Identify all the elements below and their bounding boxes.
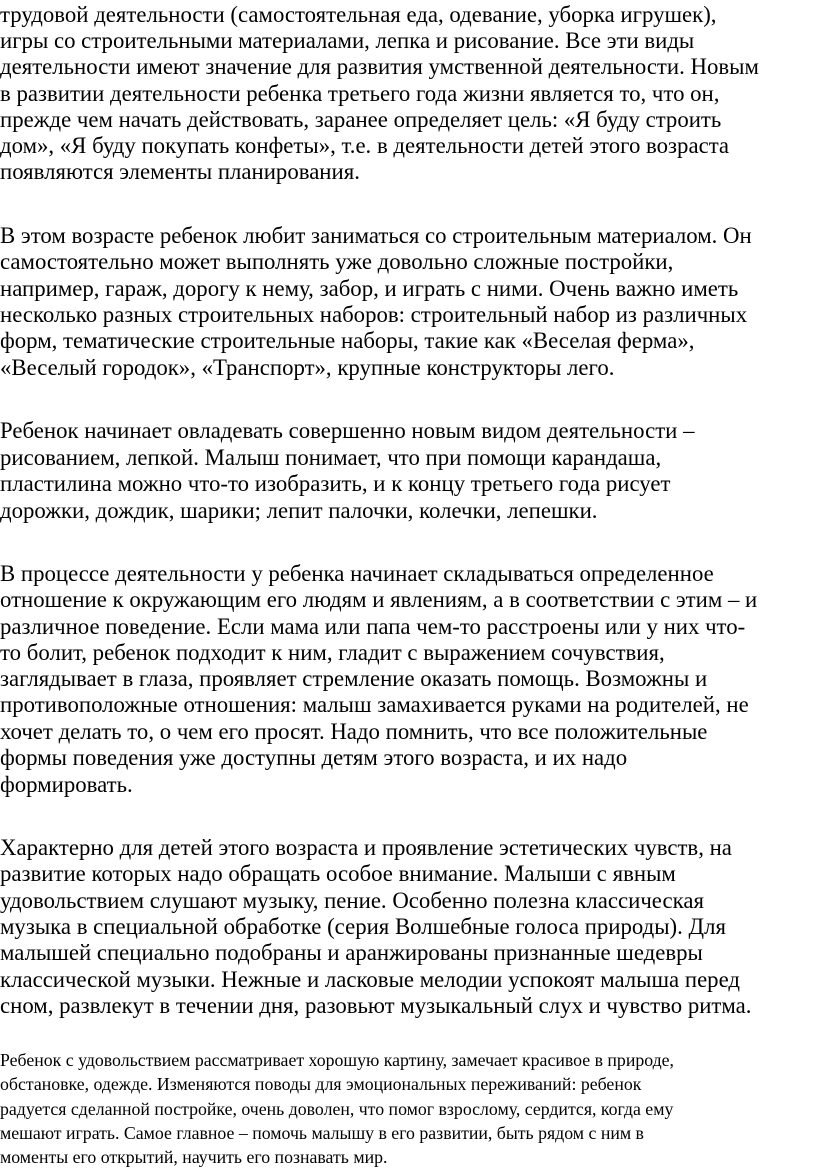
- paragraph-line: В этом возрасте ребенок любит заниматься со строительным материалом. Он: [0, 223, 752, 248]
- paragraph-line: мешают играть. Самое главное – помочь малышу в его развитии, быть рядом с ним в: [0, 1123, 644, 1143]
- paragraph-line: рисованием, лепкой. Малыш понимает, что при помощи карандаша,: [0, 445, 662, 470]
- paragraph-line: Ребенок с удовольствием рассматривает хорошую картину, замечает красивое в природе,: [0, 1050, 674, 1070]
- paragraph-line: дом», «Я буду покупать конфеты», т.е. в деятельности детей этого возраста: [0, 133, 730, 158]
- paragraph-line: появляются элементы планирования.: [0, 159, 360, 184]
- paragraph-line: противоположные отношения: малыш замахивается руками на родителей, не: [0, 692, 749, 717]
- paragraph-line: форм, тематические строительные наборы, такие как «Веселая ферма»,: [0, 328, 695, 353]
- paragraph-line: прежде чем начать действовать, заранее определяет цель: «Я буду строить: [0, 107, 722, 132]
- paragraph-line: деятельности имеют значение для развития умственной деятельности. Новым: [0, 54, 759, 79]
- paragraph-line: развитие которых надо обращать особое внимание. Малыши с явным: [0, 861, 676, 886]
- paragraph-line: пластилина можно что-то изобразить, и к концу третьего года рисует: [0, 471, 671, 496]
- paragraph-line: В процессе деятельности у ребенка начинает складываться определенное: [0, 561, 714, 586]
- paragraph-line: сном, развлекут в течении дня, разовьют музыкальный слух и чувство ритма.: [0, 993, 752, 1018]
- paragraph-line: формы поведения уже доступны детям этого возраста, и их надо: [0, 745, 628, 770]
- paragraph-line: «Веселый городок», «Транспорт», крупные конструкторы лего.: [0, 355, 615, 380]
- paragraph-line: игры со строительными материалами, лепка и рисование. Все эти виды: [0, 28, 695, 53]
- paragraph-line: Ребенок начинает овладевать совершенно новым видом деятельности –: [0, 418, 695, 443]
- paragraph-line: удовольствием слушают музыку, пение. Особенно полезна классическая: [0, 888, 704, 913]
- paragraph-line: радуется сделанной постройке, очень доволен, что помог взрослому, сердится, когда ему: [0, 1099, 674, 1119]
- paragraph-line: заглядывает в глаза, проявляет стремление оказать помощь. Возможны и: [0, 666, 708, 691]
- paragraph-line: музыка в специальной обработке (серия Волшебные голоса природы). Для: [0, 914, 726, 939]
- paragraph-line: трудовой деятельности (самостоятельная еда, одевание, уборка игрушек),: [0, 2, 717, 27]
- paragraph-line: например, гараж, дорогу к нему, забор, и играть с ними. Очень важно иметь: [0, 276, 739, 301]
- paragraph-line: дорожки, дождик, шарики; лепит палочки, колечки, лепешки.: [0, 498, 598, 523]
- paragraph-line: в развитии деятельности ребенка третьего года жизни является то, что он,: [0, 81, 720, 106]
- paragraph-line: малышей специально подобраны и аранжированы признанные шедевры: [0, 940, 703, 965]
- paragraph-line: классической музыки. Нежные и ласковые мелодии успокоят малыша перед: [0, 967, 740, 992]
- paragraph-line: Характерно для детей этого возраста и проявление эстетических чувств, на: [0, 835, 732, 860]
- paragraph-line: то болит, ребенок подходит к ним, гладит с выражением сочувствия,: [0, 640, 665, 665]
- paragraph-line: хочет делать то, о чем его просят. Надо помнить, что все положительные: [0, 719, 708, 744]
- paragraph-line: несколько разных строительных наборов: строительный набор из различных: [0, 302, 748, 327]
- paragraph-line: моменты его открытий, научить его познавать мир.: [0, 1147, 388, 1167]
- paragraph-line: различное поведение. Если мама или папа чем-то расстроены или у них что-: [0, 614, 746, 639]
- paragraph-line: обстановке, одежде. Изменяются поводы для эмоциональных переживаний: ребенок: [0, 1074, 642, 1094]
- paragraph-line: формировать.: [0, 772, 133, 797]
- paragraph-line: отношение к окружающим его людям и явлениям, а в соответствии с этим – и: [0, 587, 758, 612]
- paragraph-line: самостоятельно может выполнять уже довольно сложные постройки,: [0, 249, 674, 274]
